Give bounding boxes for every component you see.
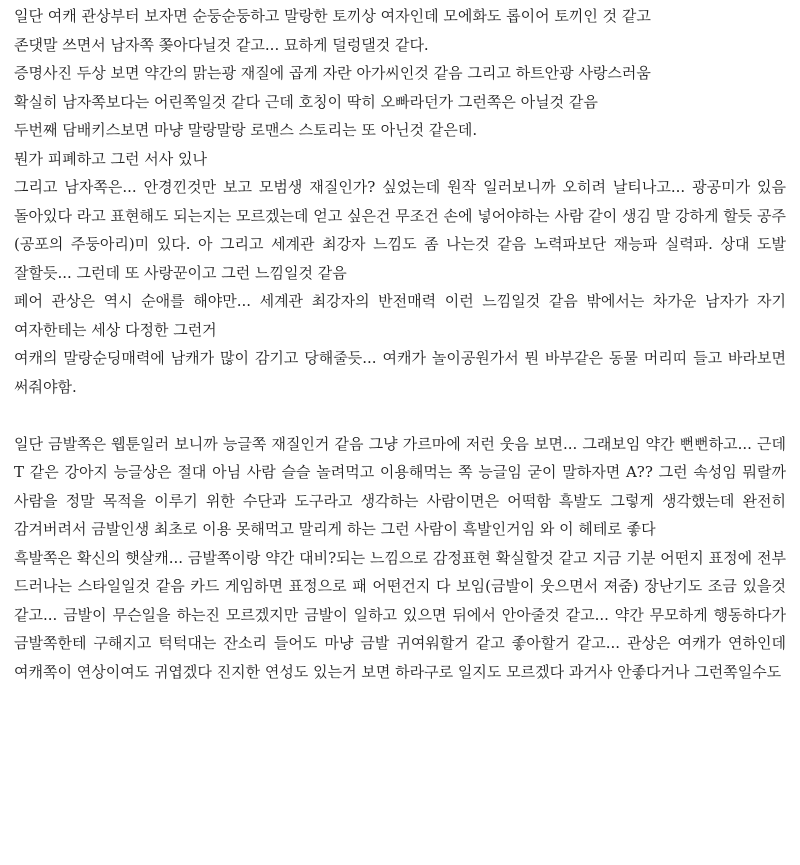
paragraph-pair-face: 페어 관상은 역시 순애를 해야만... 세계관 최강자의 반전매력 이런 느낌일것 같음 밖에서는 차가운 남자가 자기 여자한테는 세상 다정한 그런거 [14,292,786,339]
section-second [14,430,786,687]
paragraph-female-character-face: 일단 여캐 관상부터 보자면 순둥순둥하고 말랑한 토끼상 여자인데 모에화도 롭이어 토끼인 것 같고 [14,7,651,25]
paragraph-younger-side: 확실히 남자쪽보다는 어린쪽일것 같다 근데 호칭이 딱히 오빠라던가 그런쪽은 아닐것 같음 [14,92,598,111]
paragraph-amusement-park: 여캐의 말랑순딩매력에 남캐가 많이 감기고 당해줄듯... 여캐가 놀이공원가서 뭔 바부같은 동물 머리띠 들고 바라보면 써줘야함. [14,349,786,396]
paragraph-cigarette-kiss: 두번째 담배키스보면 마냥 말랑말랑 로맨스 스토리는 또 아닌것 같은데. [14,121,478,139]
paragraph-dark-narrative: 뭔가 피폐하고 그런 서사 있나 [14,149,207,168]
document-body [14,2,786,686]
section-first [14,2,786,401]
paragraph-male-character: 그리고 남자쪽은... 안경낀것만 보고 모범생 재질인가? 싶었는데 원작 일러보니까 오히려 날티나고... 광공미가 있음 돌아있다 라고 표현해도 되는지는 모르겠는데 얻고 싶은건 무조건 손에 넣어야하는 사람 같이 생김 말 강하게 할듯 공주(공포의 주둥아리)미 있다. 아 그리고 세계관 최강자 느낌도 좀 나는것 같음 노력파보단 재능파 실력파. 상대 도발 잘할듯... 그런데 또 사랑꾼이고 그런 느낌일것 같음 [14,178,786,282]
paragraph-blonde-character: 일단 금발쪽은 웹툰일러 보니까 능글쪽 재질인거 같음 그냥 가르마에 저런 웃음 보면... 그래보임 약간 뻔뻔하고... 근데 T 같은 강아지 능글상은 절대 아님 사람 슬슬 놀려먹고 이용해먹는 쪽 능글임 굳이 말하자면 A?? 그런 속성임 뭐랄까 사람을 정말 목적을 이루기 위한 수단과 도구라고 생각하는 사람이면은 어떡함 흑발도 그렇게 생각했는데 완전히 감겨버려서 금발인생 최초로 이용 못해먹고 말리게 하는 그런 사람이 흑발인거임 와 이 헤테로 좋다 [14,434,786,538]
paragraph-gap [14,401,786,430]
paragraph-id-photo: 증명사진 두상 보면 약간의 맑는광 재질에 곱게 자란 아가씨인것 같음 그리고 하트안광 사랑스러움 [14,64,651,82]
paragraph-honorific-speech: 존댓말 쓰면서 남자쪽 쫒아다닐것 같고... 묘하게 덜렁댈것 같다. [14,35,429,54]
paragraph-black-hair-character: 흑발쪽은 확신의 햇살캐... 금발쪽이랑 약간 대비?되는 느낌으로 감정표현 확실할것 같고 지금 기분 어떤지 표정에 전부 드러나는 스타일일것 같음 카드 게임하면 표정으로 패 어떤건지 다 보임(금발이 웃으면서 져줌) 장난기도 조금 있을것 같고... 금발이 무슨일을 하는진 모르겠지만 금발이 일하고 있으면 뒤에서 안아줄것 같고... 약간 무모하게 행동하다가 금발쪽한테 구해지고 턱턱대는 잔소리 들어도 마냥 금발 귀여워할거 같고 좋아할거 같고... 관상은 여캐가 연하인데 여캐쪽이 연상이여도 귀엽겠다 진지한 연성도 있는거 보면 하라구로 일지도 모르겠다 과거사 안좋다거나 그런쪽일수도 [14,548,786,681]
